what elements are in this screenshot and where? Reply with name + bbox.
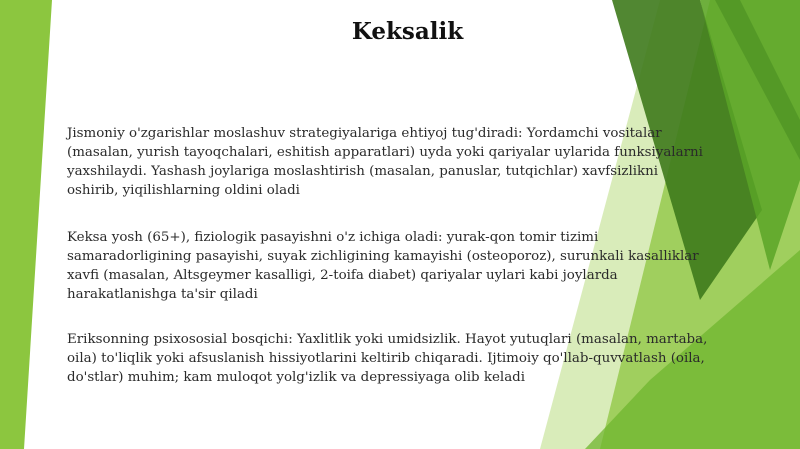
paragraph-erikson-stage: Eriksonning psixososial bosqichi: Yaxlitlik yoki umidsizlik. Hayot yutuqlari (masalan, martaba, oila) to'liqlik yoki afsuslanish hissiyotlarini keltirib chiqaradi. Ijtimoiy qo'llab-quvvatlash (oila, do'stlar) muhim; kam muloqot yolg'izlik va depressiyaga olib keladi — [67, 332, 708, 385]
paragraph-physiological-decline: Keksa yosh (65+), fiziologik pasayishni o'z ichiga oladi: yurak-qon tomir tizimi samaradorligining pasayishi, suyak zichligining kamayishi (osteoporoz), surunkali kasalliklar xavfi (masalan, Altsgeymer kasalligi, 2-toifa diabet) qariyalar uylari kabi joylarda harakatlanishga ta'sir qiladi — [67, 230, 699, 302]
slide-title: Keksalik — [351, 18, 464, 45]
left-green-strip — [0, 0, 52, 449]
paragraph-physical-changes: Jismoniy o'zgarishlar moslashuv strategiyalariga ehtiyoj tug'diradi: Yordamchi vositalar (masalan, yurish tayoqchalari, eshitish apparatlari) uyda yoki qariyalar uylarida funksiyalarni yaxshilaydi. Yashash joylariga moslashtirish (masalan, panuslar, tutqichlar) xavfsizlikni oshirib, yiqilishlarning oldini oladi — [67, 126, 703, 198]
